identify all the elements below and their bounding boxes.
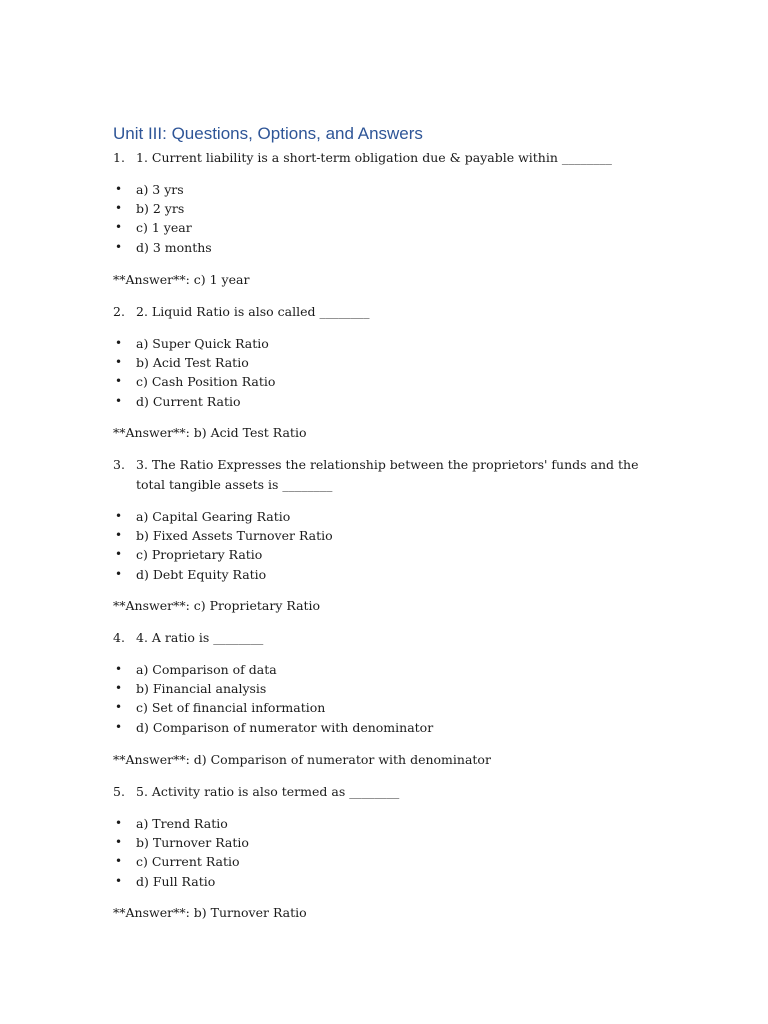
answer-2: **Answer**: b) Acid Test Ratio [113, 425, 307, 440]
option-item [113, 218, 212, 237]
option-item [113, 545, 333, 564]
bullet-icon: • [115, 681, 123, 696]
options-list-2 [113, 334, 275, 411]
option-item [113, 372, 275, 391]
option-text: d) 3 months [136, 239, 212, 255]
bullet-icon: • [115, 566, 123, 581]
document-heading: Unit III: Questions, Options, and Answers [113, 124, 423, 143]
option-text: d) Full Ratio [136, 873, 216, 889]
option-text: a) Capital Gearing Ratio [136, 509, 291, 524]
option-text: d) Debt Equity Ratio [136, 566, 267, 582]
option-text: b) Fixed Assets Turnover Ratio [136, 528, 333, 544]
answer-5: **Answer**: b) Turnover Ratio [113, 905, 307, 920]
option-text: a) Trend Ratio [136, 816, 228, 831]
option-item [113, 872, 249, 891]
bullet-icon: • [115, 528, 123, 543]
option-text: a) Comparison of data [136, 662, 277, 677]
bullet-icon: • [115, 835, 123, 850]
option-text: c) Proprietary Ratio [136, 547, 263, 563]
option-text: b) Acid Test Ratio [136, 355, 249, 371]
option-text: a) Super Quick Ratio [136, 336, 269, 351]
question-1 [113, 148, 643, 168]
question-number: 5. [113, 784, 125, 799]
option-text: c) Cash Position Ratio [136, 374, 276, 390]
bullet-icon: • [115, 873, 123, 888]
bullet-icon: • [115, 336, 123, 350]
question-text: 1. Current liability is a short-term obligation due & payable within ________ [136, 150, 612, 165]
option-item [113, 718, 433, 737]
option-text: c) 1 year [136, 220, 192, 236]
question-3 [113, 455, 643, 495]
options-list-4 [113, 660, 433, 737]
question-text: 5. Activity ratio is also termed as ________ [136, 784, 400, 799]
option-item [113, 180, 212, 199]
option-text: b) Turnover Ratio [136, 835, 249, 851]
bullet-icon: • [115, 547, 123, 562]
option-text: d) Current Ratio [136, 393, 241, 409]
bullet-icon: • [115, 854, 123, 869]
question-number: 2. [113, 304, 125, 319]
option-item [113, 199, 212, 218]
option-text: b) 2 yrs [136, 201, 185, 217]
question-text: 2. Liquid Ratio is also called ________ [136, 304, 370, 319]
bullet-icon: • [115, 719, 123, 734]
option-item [113, 507, 333, 526]
option-text: a) 3 yrs [136, 182, 184, 197]
question-5 [113, 782, 643, 802]
option-item [113, 392, 275, 411]
option-item [113, 334, 275, 353]
bullet-icon: • [115, 239, 123, 254]
option-text: c) Set of financial information [136, 700, 326, 716]
bullet-icon: • [115, 201, 123, 216]
option-item [113, 852, 249, 871]
bullet-icon: • [115, 374, 123, 389]
options-list-5 [113, 814, 249, 891]
answer-1: **Answer**: c) 1 year [113, 272, 250, 287]
bullet-icon: • [115, 182, 123, 196]
option-item [113, 814, 249, 833]
option-item [113, 526, 333, 545]
bullet-icon: • [115, 509, 123, 523]
option-item [113, 698, 433, 717]
option-text: c) Current Ratio [136, 854, 240, 870]
bullet-icon: • [115, 220, 123, 235]
bullet-icon: • [115, 700, 123, 715]
bullet-icon: • [115, 355, 123, 370]
option-item [113, 353, 275, 372]
bullet-icon: • [115, 662, 123, 676]
option-text: b) Financial analysis [136, 681, 267, 697]
question-number: 4. [113, 630, 125, 645]
option-text: d) Comparison of numerator with denominator [136, 719, 434, 735]
answer-4: **Answer**: d) Comparison of numerator with denominator [113, 752, 491, 767]
options-list-1 [113, 180, 212, 257]
option-item [113, 238, 212, 257]
bullet-icon: • [115, 393, 123, 408]
question-4 [113, 628, 643, 648]
option-item [113, 679, 433, 698]
options-list-3 [113, 507, 333, 584]
question-number: 1. [113, 150, 125, 165]
question-text: 3. The Ratio Expresses the relationship between the proprietors' funds and the total tangible assets is ________ [136, 457, 639, 492]
option-item [113, 565, 333, 584]
bullet-icon: • [115, 816, 123, 830]
option-item [113, 660, 433, 679]
answer-3: **Answer**: c) Proprietary Ratio [113, 598, 321, 613]
question-2 [113, 302, 643, 322]
question-text: 4. A ratio is ________ [136, 630, 264, 645]
option-item [113, 833, 249, 852]
question-number: 3. [113, 457, 125, 472]
